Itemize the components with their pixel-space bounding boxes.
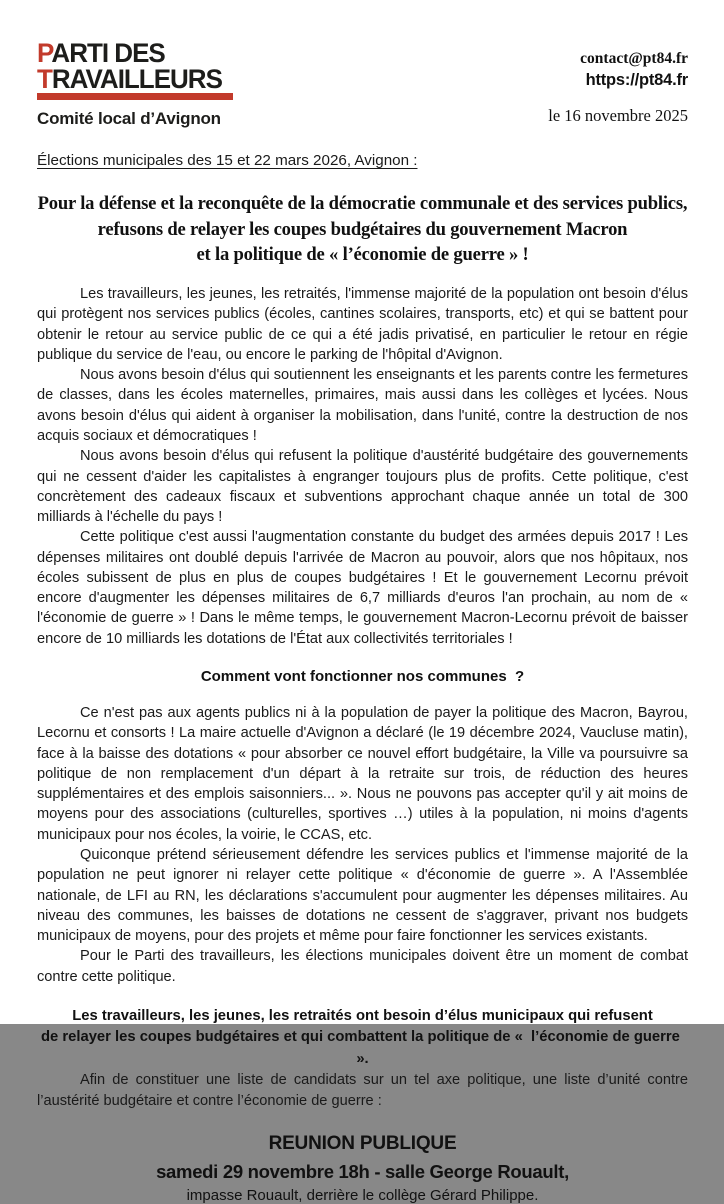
public-meeting-block xyxy=(37,1133,688,1204)
subject-line: Élections municipales des 15 et 22 mars 2026, Avignon : xyxy=(37,152,418,169)
body-text xyxy=(37,284,688,1111)
event-datetime-place: samedi 29 novembre 18h - salle George Rouault, xyxy=(156,1160,569,1182)
document-date: le 16 novembre 2025 xyxy=(548,106,688,125)
paragraph: Afin de constituer une liste de candidats sur un tel axe politique, une liste d’unité contre l’austérité budgétaire et contre l’économie de guerre : xyxy=(37,1072,688,1109)
committee-name: Comité local d’Avignon xyxy=(37,109,221,128)
paragraph: Les travailleurs, les jeunes, les retraités, l'immense majorité de la population ont besoin d'élus qui protègent nos services publics (écoles, cantines scolaires, transports, etc) et qui se battent pour obtenir le retour au service public de ce qui a été jadis privatisé, en particulier le retour en régie publique du service de l'eau, ou encore le parking de l'hôpital d'Avignon. xyxy=(37,285,688,363)
paragraph: Pour le Parti des travailleurs, les élections municipales doivent être un moment de combat contre cette politique. xyxy=(37,948,688,985)
logo-initial-t: T xyxy=(37,62,52,95)
closing-line-2: de relayer les coupes budgétaires et qui combattent la politique de « l’économie de guerre ». xyxy=(40,1029,684,1067)
party-logo xyxy=(37,36,233,128)
title-line-3: et la politique de « l’économie de guerre » ! xyxy=(196,244,529,266)
closing-line-1: Les travailleurs, les jeunes, les retraités ont besoin d’élus municipaux qui refusent xyxy=(72,1007,653,1024)
paragraph: Ce n'est pas aux agents publics ni à la population de payer la politique des Macron, Bayrou, Lecornu et consorts ! La maire actuelle d'Avignon a déclaré (le 19 décembre 2024, Vaucluse matin), face à la baisse des dotations « pour absorber ce nouvel effort budgétaire, la Ville va poursuivre sa politique de non remplacement d'un départ à la retraite sur trois, de réduction des heures supplémentaires et des emplois saisonniers... ». Nous ne pouvons pas accepter qu'il y ait moins de moyens pour des associations (culturelles, sportives …) utiles à la population, ni moins d'agents municipaux pour nos écoles, la voirie, le CCAS, etc. xyxy=(37,705,688,843)
event-title: REUNION PUBLIQUE xyxy=(268,1132,457,1154)
logo-line2-rest: RAVAILLEURS xyxy=(51,62,222,95)
logo-line1-rest: ARTI DES xyxy=(51,36,165,69)
contact-email: contact@pt84.fr xyxy=(580,50,688,67)
main-title xyxy=(37,191,688,268)
website-url: https://pt84.fr xyxy=(585,71,688,89)
party-logo-text xyxy=(37,36,233,95)
event-address: impasse Rouault, derrière le collège Gérard Philippe. xyxy=(186,1186,539,1204)
paragraph: Cette politique c'est aussi l'augmentation constante du budget des armées depuis 2017 ! Les dépenses militaires ont doublé depuis l'arrivée de Macron au pouvoir, alors que nos hôpitaux, nos écoles subissent de plus en plus de coupes budgétaires ! Et le gouvernement Lecornu prévoit encore d'augmenter les dépenses militaires de 6,7 milliards d'euros l'an prochain, au nom de « l'économie de guerre » ! Dans le même temps, le gouvernement Macron-Lecornu prévoit de baisser encore de 10 milliards les dotations de l'État aux collectivités territoriales ! xyxy=(37,529,688,647)
contact-block xyxy=(548,40,688,126)
title-line-1: Pour la défense et la reconquête de la démocratie communale et des services publics, xyxy=(37,193,688,214)
paragraph: Nous avons besoin d'élus qui soutiennent les enseignants et les parents contre les fermetures de classes, dans les écoles maternelles, primaires, mais aussi dans les collèges et lycées. Nous avons besoin d'élus qui aident à organiser la mobilisation, dans l'unité, contre la destruction de nos acquis sociaux et démocratiques ! xyxy=(37,367,688,444)
title-line-2: refusons de relayer les coupes budgétaires du gouvernement Macron xyxy=(97,218,628,240)
header xyxy=(37,36,688,128)
logo-initial-p: P xyxy=(37,36,52,69)
paragraph: Nous avons besoin d'élus qui refusent la politique d'austérité budgétaire des gouvernements qui ne cessent d'aider les capitalistes à engranger toujours plus de profits. Cette politique, c'est concrètement des cadeaux fiscaux et subventions approchant chaque année un total de 300 milliards à l'échelle du pays ! xyxy=(37,448,688,526)
paragraph: Quiconque prétend sérieusement défendre les services publics et l'immense majorité de la population ne peut ignorer ni relayer cette politique « d'économie de guerre ». A l'Assemblée nationale, de LFI au RN, les déclarations s'accumulent pour augmenter les dépenses militaires. Au niveau des communes, les baisses de dotations ne cessent de s'aggraver, privant nos budgets municipaux de moyens, pour des projets et même pour faire fonctionner les services existants. xyxy=(37,847,688,945)
logo-line-2 xyxy=(37,62,233,95)
closing-statement xyxy=(37,1006,688,1070)
section-heading: Comment vont fonctionner nos communes ? xyxy=(200,668,525,686)
